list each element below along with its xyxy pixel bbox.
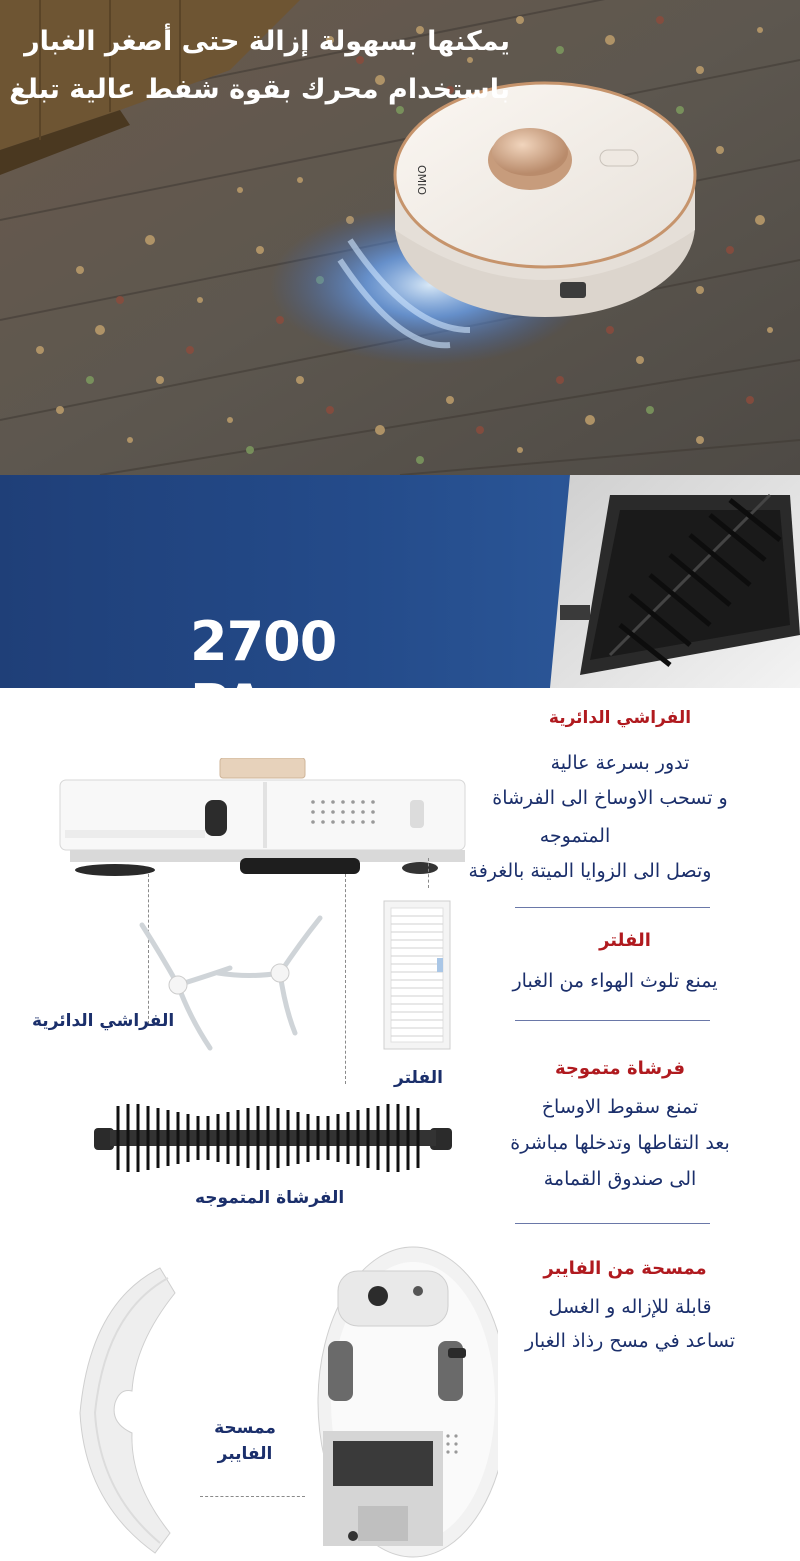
roller-brush-image	[88, 1098, 458, 1178]
banner-line-2: باستخدام محرك بقوة شفط عالية تبلغ	[9, 74, 510, 105]
feature-1-line-3: المتموجه	[539, 825, 611, 847]
separator-1	[515, 907, 710, 908]
feature-1-line-4: وتصل الى الزوايا الميتة بالغرفة	[468, 860, 712, 882]
suction-power-value: 2700 PA.	[190, 610, 337, 736]
roller-brush-photo	[550, 475, 800, 688]
feature-1-line-1: تدور بسرعة عالية	[550, 752, 690, 774]
guide-line-filter	[428, 858, 429, 888]
feature-3-line-3: الى صندوق القمامة	[543, 1168, 697, 1190]
robot-brand-logo: OMIO	[415, 165, 428, 196]
feature-2-line-1: يمنع تلوث الهواء من الغبار	[512, 970, 718, 992]
mop-label	[205, 1418, 285, 1464]
robot-bottom-view	[298, 1246, 498, 1558]
filter-image	[383, 900, 451, 1050]
feature-2-title: الفلتر	[599, 930, 651, 951]
side-brushes-image	[100, 913, 340, 1058]
banner-text	[10, 18, 510, 114]
robot-side-view	[45, 758, 475, 888]
feature-4-line-2: تساعد في مسح رذاذ الغبار	[524, 1330, 736, 1352]
feature-4-line-1: قابلة للإزاله و الغسل	[548, 1296, 712, 1318]
feature-3-line-1: تمنع سقوط الاوساخ	[541, 1096, 699, 1118]
roller-brush-label: الفرشاة المتموجه	[195, 1188, 345, 1208]
feature-4-title: ممسحة من الفايبر	[543, 1258, 707, 1279]
mop-pad-image	[60, 1263, 200, 1558]
banner-line-1: يمكنها بسهولة إزالة حتى أصغر الغبار	[24, 26, 510, 57]
feature-1-title: الفراشي الدائرية	[548, 708, 692, 728]
mop-label-line2: الفايبر	[217, 1444, 273, 1464]
separator-3	[515, 1223, 710, 1224]
parts-section	[0, 688, 800, 1561]
guide-line-mop	[200, 1496, 305, 1497]
filter-label: الفلتر	[394, 1068, 443, 1088]
separator-2	[515, 1020, 710, 1021]
roller-brush-illustration	[550, 475, 800, 688]
feature-3-title: فرشاة متموجة	[554, 1058, 686, 1079]
guide-line-roller	[345, 874, 346, 1084]
mop-label-line1: ممسحة	[214, 1418, 276, 1438]
feature-3-line-2: بعد التقاطها وتدخلها مباشرة	[510, 1132, 730, 1154]
feature-1-line-2: و تسحب الاوساخ الى الفرشاة	[492, 787, 728, 809]
side-brushes-label: الفراشي الدائرية	[32, 1011, 175, 1031]
